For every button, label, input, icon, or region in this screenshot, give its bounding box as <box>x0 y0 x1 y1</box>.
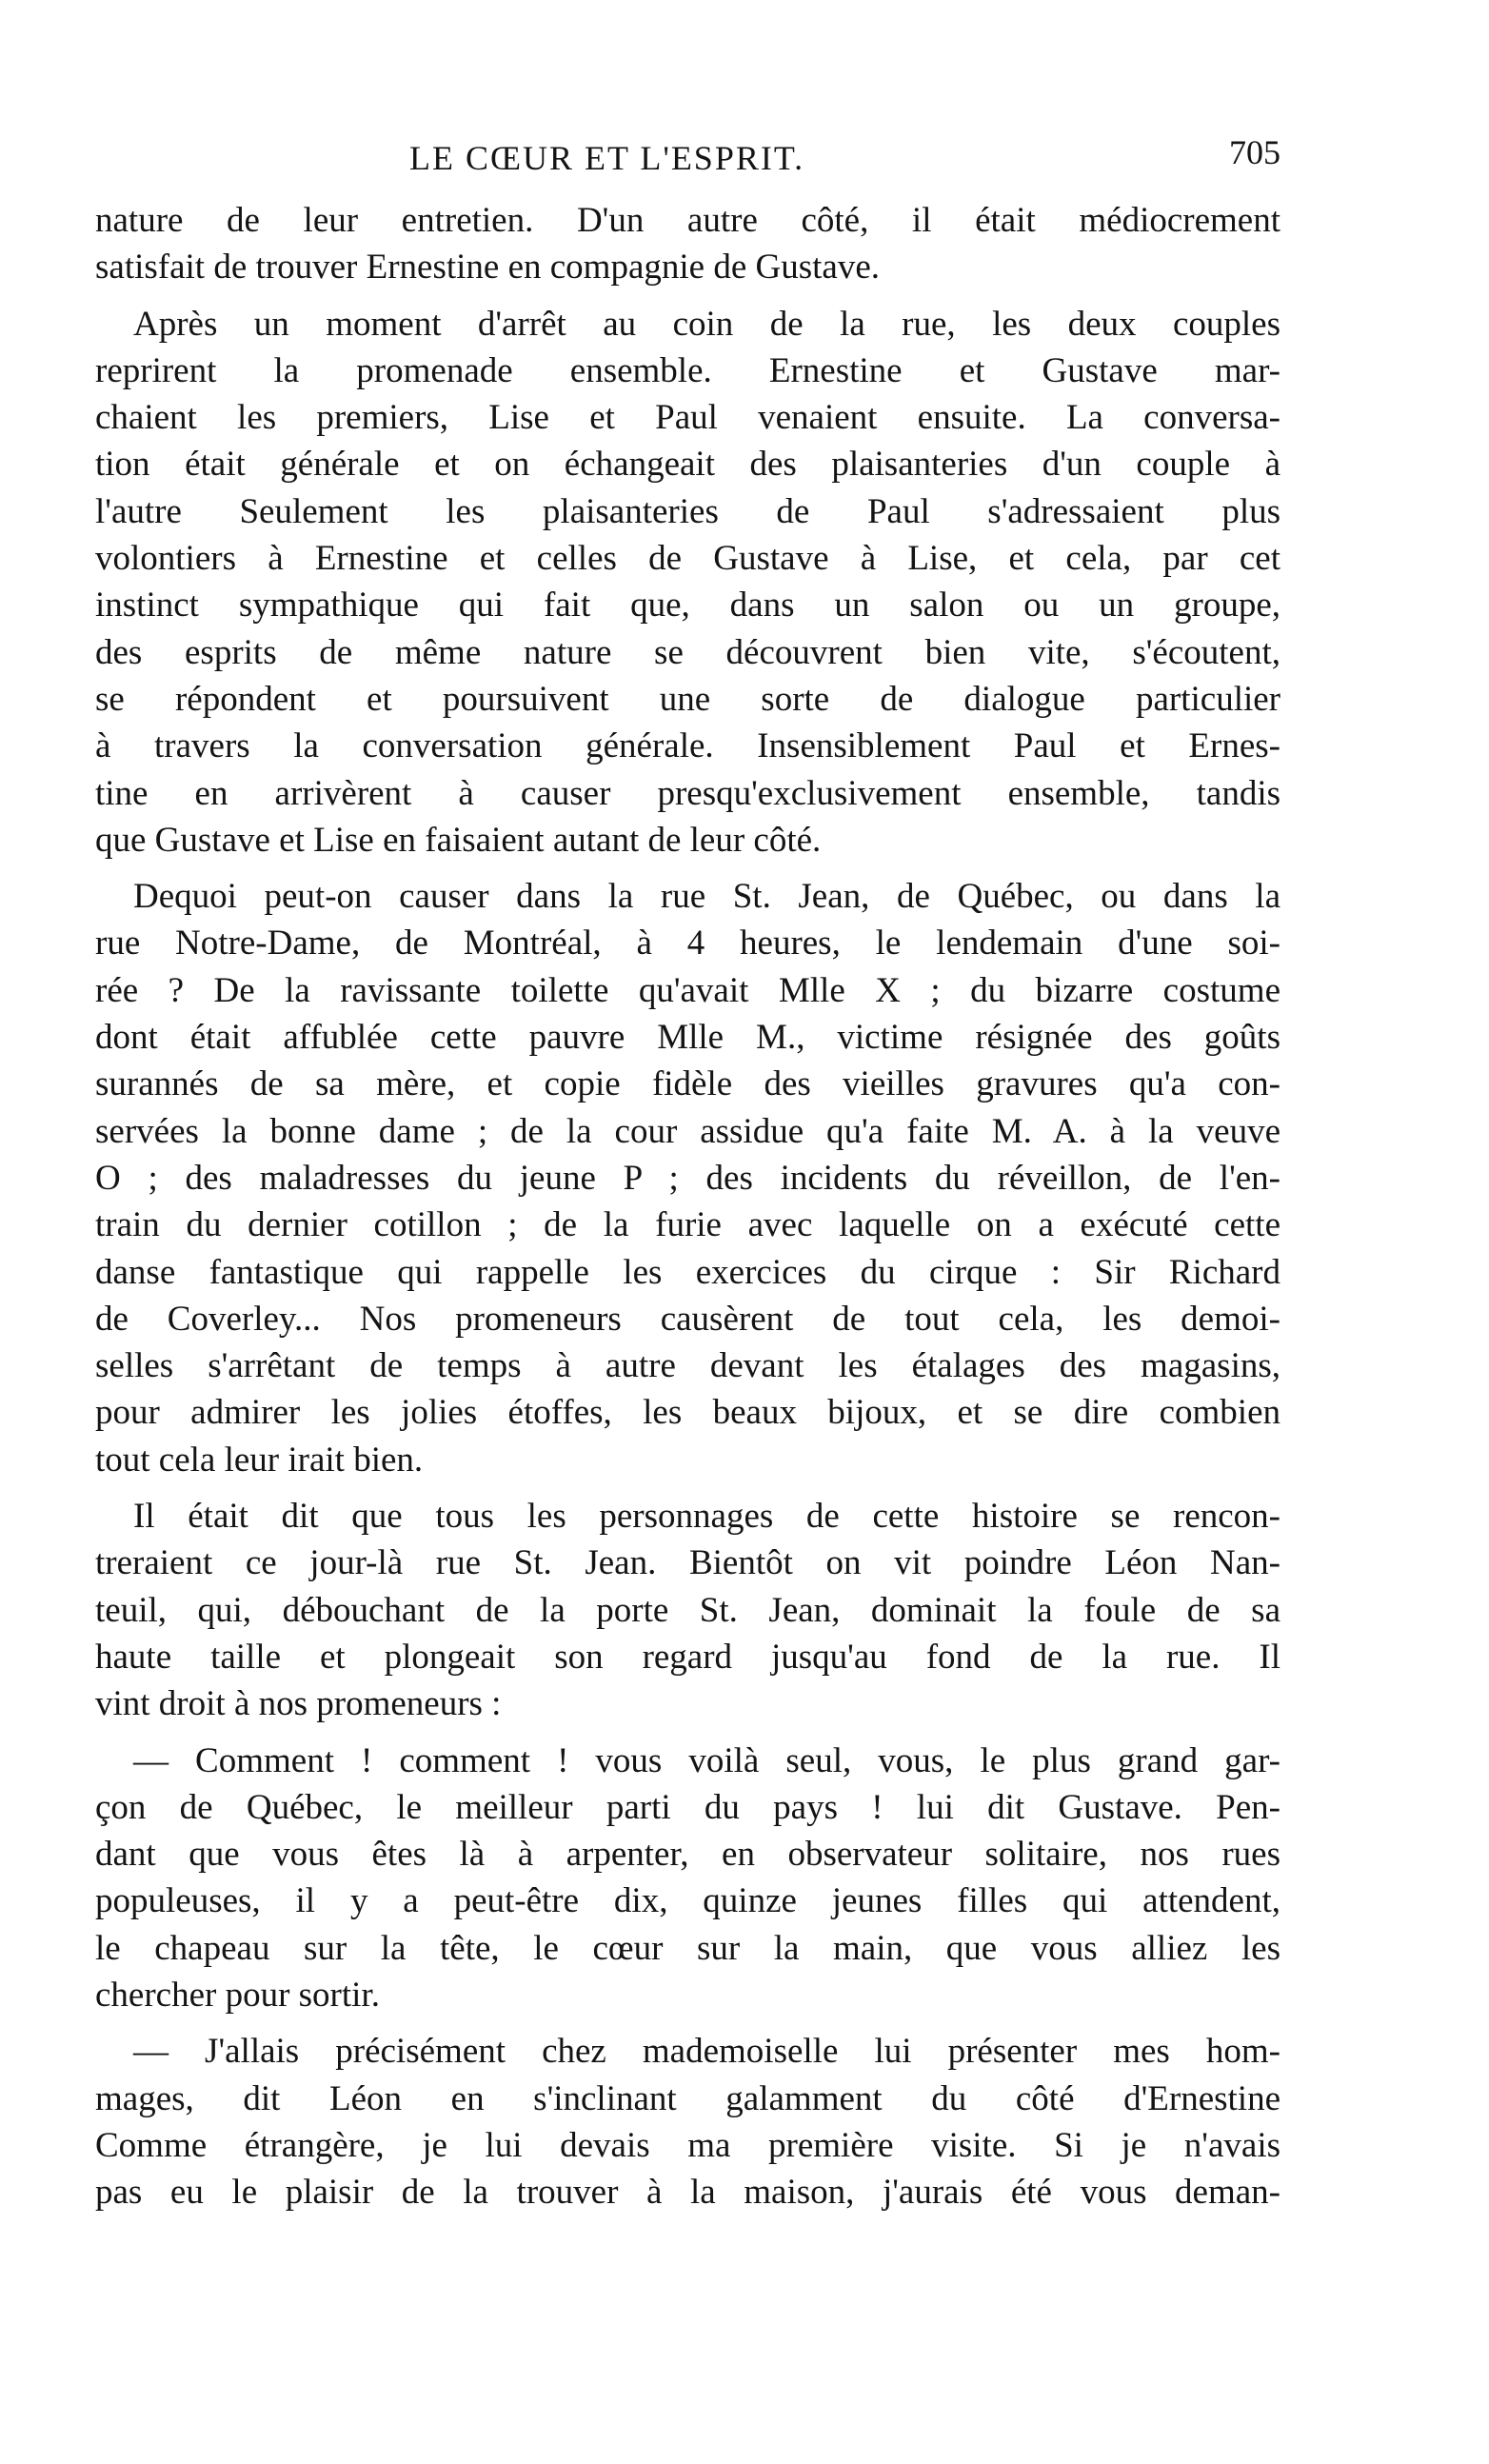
text-line: dont était affublée cette pauvre Mlle M., victime résignée des goûts <box>95 1018 1281 1058</box>
paragraph <box>95 1738 1281 2019</box>
body-text <box>95 197 1281 2216</box>
text-line: dant que vous êtes là à arpenter, en observateur solitaire, nos rues <box>95 1835 1281 1875</box>
text-line: tout cela leur irait bien. <box>95 1440 424 1480</box>
text-line: chercher pour sortir. <box>95 1975 380 2015</box>
paragraph <box>95 1493 1281 1727</box>
text-line: danse fantastique qui rappelle les exercices du cirque : Sir Richard <box>95 1252 1281 1292</box>
page-number: 705 <box>1229 133 1281 171</box>
text-line: Après un moment d'arrêt au coin de la rue, les deux couples <box>133 304 1281 344</box>
text-line: train du dernier cotillon ; de la furie avec laquelle on a exécuté cette <box>95 1205 1281 1245</box>
page-header <box>95 129 1281 186</box>
text-line: Il était dit que tous les personnages de cette histoire se rencon- <box>133 1497 1281 1537</box>
text-line: O ; des maladresses du jeune P ; des incidents du réveillon, de l'en- <box>95 1158 1281 1198</box>
text-line: teuil, qui, débouchant de la porte St. Jean, dominait la foule de sa <box>95 1590 1281 1630</box>
text-line: — J'allais précisément chez mademoiselle lui présenter mes hom- <box>133 2032 1281 2072</box>
text-line: tion était générale et on échangeait des plaisanteries d'un couple à <box>95 445 1281 485</box>
paragraph <box>95 197 1281 291</box>
text-line: instinct sympathique qui fait que, dans un salon ou un groupe, <box>95 586 1281 626</box>
text-line: Dequoi peut-on causer dans la rue St. Jean, de Québec, ou dans la <box>133 877 1281 917</box>
text-line: se répondent et poursuivent une sorte de dialogue particulier <box>95 679 1281 719</box>
text-line: treraient ce jour-là rue St. Jean. Bientôt on vit poindre Léon Nan- <box>95 1543 1281 1583</box>
text-line: selles s'arrêtant de temps à autre devant les étalages des magasins, <box>95 1346 1281 1386</box>
text-line: le chapeau sur la tête, le cœur sur la main, que vous alliez les <box>95 1928 1281 1968</box>
text-line: que Gustave et Lise en faisaient autant de leur côté. <box>95 820 822 860</box>
text-line: — Comment ! comment ! vous voilà seul, vous, le plus grand gar- <box>133 1740 1281 1780</box>
text-line: surannés de sa mère, et copie fidèle des vieilles gravures qu'a con- <box>95 1064 1281 1104</box>
text-line: rue Notre-Dame, de Montréal, à 4 heures, le lendemain d'une soi- <box>95 924 1281 964</box>
text-line: haute taille et plongeait son regard jusqu'au fond de la rue. Il <box>95 1637 1281 1677</box>
text-line: pas eu le plaisir de la trouver à la maison, j'aurais été vous deman- <box>95 2173 1281 2213</box>
text-line: de Coverley... Nos promeneurs causèrent de tout cela, les demoi- <box>95 1299 1281 1339</box>
book-page <box>95 129 1281 2216</box>
running-title: LE CŒUR ET L'ESPRIT. <box>409 139 805 177</box>
text-line: mages, dit Léon en s'inclinant galamment du côté d'Ernestine <box>95 2078 1281 2118</box>
text-line: vint droit à nos promeneurs : <box>95 1684 502 1724</box>
text-line: chaient les premiers, Lise et Paul venaient ensuite. La conversa- <box>95 398 1281 438</box>
text-line: reprirent la promenade ensemble. Ernestine et Gustave mar- <box>95 350 1281 390</box>
text-line: nature de leur entretien. D'un autre côté, il était médiocrement <box>95 201 1281 240</box>
text-line: populeuses, il y a peut-être dix, quinze jeunes filles qui attendent, <box>95 1881 1281 1921</box>
text-line: pour admirer les jolies étoffes, les beaux bijoux, et se dire combien <box>95 1393 1281 1433</box>
text-line: des esprits de même nature se découvrent bien vite, s'écoutent, <box>95 632 1281 672</box>
text-line: l'autre Seulement les plaisanteries de Paul s'adressaient plus <box>95 491 1281 531</box>
paragraph <box>95 2028 1281 2216</box>
text-line: à travers la conversation générale. Insensiblement Paul et Ernes- <box>95 726 1281 766</box>
text-line: servées la bonne dame ; de la cour assidue qu'a faite M. A. à la veuve <box>95 1111 1281 1151</box>
paragraph <box>95 301 1281 864</box>
text-line: volontiers à Ernestine et celles de Gustave à Lise, et cela, par cet <box>95 539 1281 579</box>
text-line: Comme étrangère, je lui devais ma première visite. Si je n'avais <box>95 2125 1281 2165</box>
text-line: satisfait de trouver Ernestine en compagnie de Gustave. <box>95 248 880 288</box>
paragraph <box>95 873 1281 1483</box>
text-line: rée ? De la ravissante toilette qu'avait Mlle X ; du bizarre costume <box>95 970 1281 1010</box>
text-line: çon de Québec, le meilleur parti du pays ! lui dit Gustave. Pen- <box>95 1787 1281 1827</box>
text-line: tine en arrivèrent à causer presqu'exclusivement ensemble, tandis <box>95 773 1281 813</box>
